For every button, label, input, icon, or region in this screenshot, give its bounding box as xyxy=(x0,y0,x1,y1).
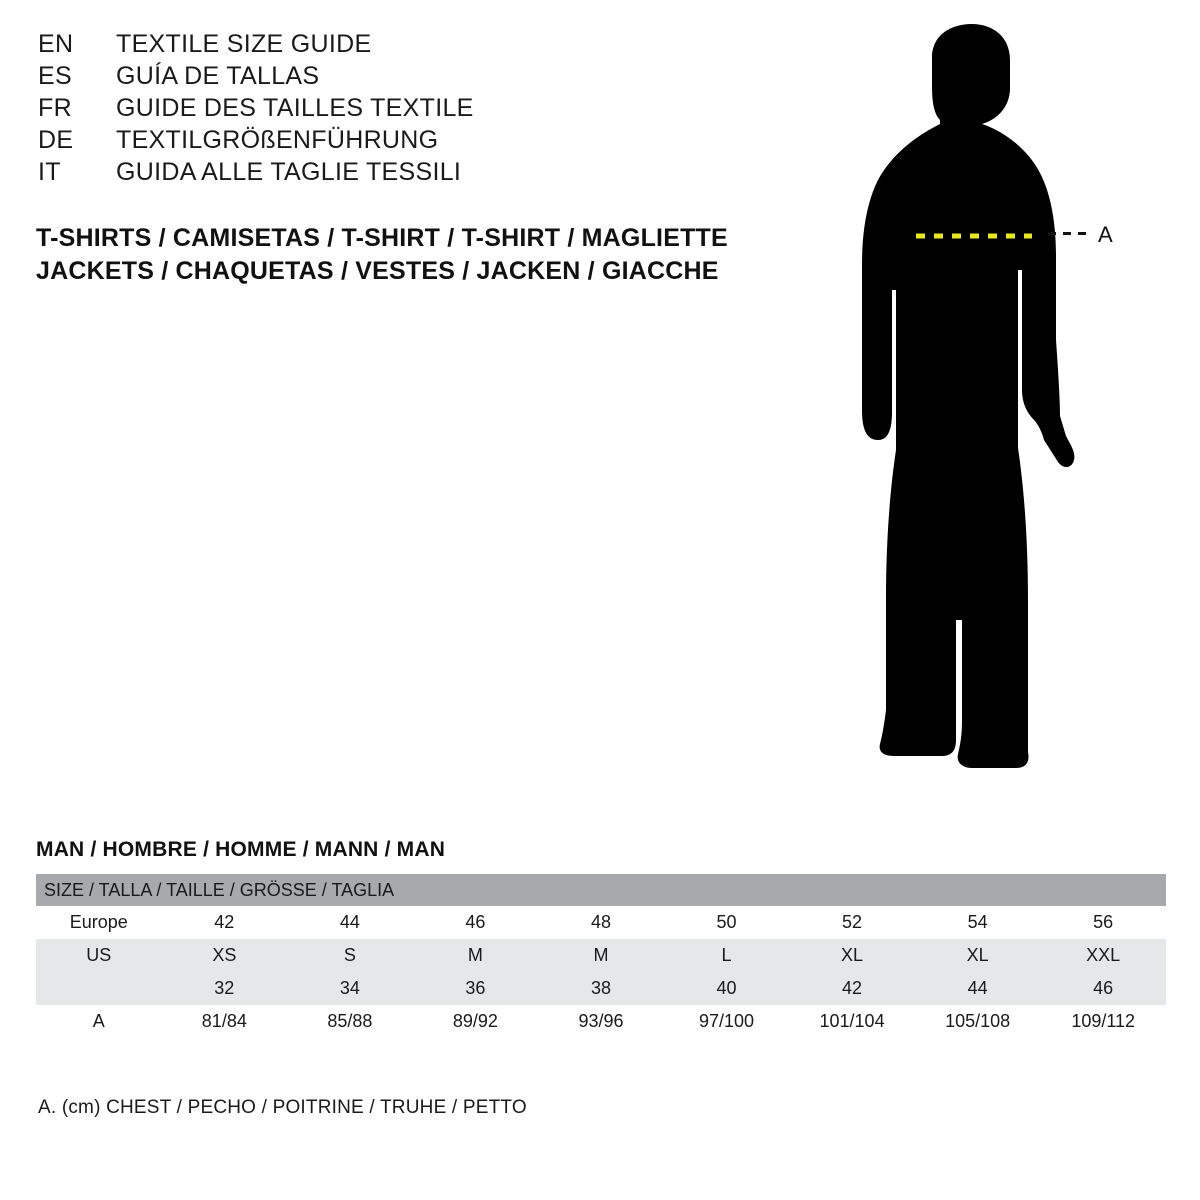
table-row xyxy=(36,1005,1166,1038)
language-row xyxy=(38,62,758,94)
table-row xyxy=(36,972,1166,1005)
silhouette-shape xyxy=(862,24,1074,768)
cell: M xyxy=(413,939,539,972)
cell: 34 xyxy=(287,972,413,1005)
cell: 38 xyxy=(538,972,664,1005)
language-code: IT xyxy=(38,158,61,186)
language-row xyxy=(38,94,758,126)
table-row xyxy=(36,939,1166,972)
cell: 85/88 xyxy=(287,1005,413,1038)
table-header-row xyxy=(36,874,1166,906)
cell: 93/96 xyxy=(538,1005,664,1038)
cell: XL xyxy=(789,939,915,972)
language-text: GUIDA ALLE TAGLIE TESSILI xyxy=(116,158,462,186)
language-text: GUÍA DE TALLAS xyxy=(116,62,320,90)
category-block xyxy=(36,222,796,288)
cell: L xyxy=(664,939,790,972)
cell: 32 xyxy=(162,972,288,1005)
cell: 46 xyxy=(413,906,539,939)
cell: 101/104 xyxy=(789,1005,915,1038)
cell: 97/100 xyxy=(664,1005,790,1038)
cell: 44 xyxy=(915,972,1041,1005)
cell: 54 xyxy=(915,906,1041,939)
cell: 56 xyxy=(1040,906,1166,939)
language-code: EN xyxy=(38,30,74,58)
language-text: GUIDE DES TAILLES TEXTILE xyxy=(116,94,474,122)
size-table xyxy=(36,874,1166,1038)
row-label: US xyxy=(36,939,162,972)
measure-leader-line xyxy=(1048,232,1092,235)
size-table-section xyxy=(36,838,1166,1038)
language-row xyxy=(38,30,758,62)
language-header-block xyxy=(38,30,758,190)
language-text: TEXTILGRÖßENFÜHRUNG xyxy=(116,126,439,154)
cell: XL xyxy=(915,939,1041,972)
cell: 42 xyxy=(162,906,288,939)
category-line-tshirts: T-SHIRTS / CAMISETAS / T-SHIRT / T-SHIRT / MAGLIETTE xyxy=(36,224,728,252)
language-row xyxy=(38,158,758,190)
cell: M xyxy=(538,939,664,972)
cell: S xyxy=(287,939,413,972)
cell: 44 xyxy=(287,906,413,939)
table-row xyxy=(36,906,1166,939)
cell: XXL xyxy=(1040,939,1166,972)
cell: XS xyxy=(162,939,288,972)
table-header-label: SIZE / TALLA / TAILLE / GRÖSSE / TAGLIA xyxy=(36,874,1166,906)
cell: 46 xyxy=(1040,972,1166,1005)
cell: 40 xyxy=(664,972,790,1005)
language-code: DE xyxy=(38,126,74,154)
category-line-jackets: JACKETS / CHAQUETAS / VESTES / JACKEN / GIACCHE xyxy=(36,257,719,285)
language-text: TEXTILE SIZE GUIDE xyxy=(116,30,372,58)
table-group-title: MAN / HOMBRE / HOMME / MANN / MAN xyxy=(36,838,446,861)
cell: 52 xyxy=(789,906,915,939)
row-label: A xyxy=(36,1005,162,1038)
cell: 105/108 xyxy=(915,1005,1041,1038)
body-silhouette-figure xyxy=(820,20,1180,790)
cell: 48 xyxy=(538,906,664,939)
row-label xyxy=(36,972,162,1005)
measure-label-a: A xyxy=(1098,222,1113,247)
cell: 81/84 xyxy=(162,1005,288,1038)
cell: 42 xyxy=(789,972,915,1005)
language-code: FR xyxy=(38,94,72,122)
cell: 109/112 xyxy=(1040,1005,1166,1038)
language-row xyxy=(38,126,758,158)
cell: 36 xyxy=(413,972,539,1005)
footnote: A. (cm) CHEST / PECHO / POITRINE / TRUHE / PETTO xyxy=(38,1097,527,1118)
row-label: Europe xyxy=(36,906,162,939)
cell: 50 xyxy=(664,906,790,939)
cell: 89/92 xyxy=(413,1005,539,1038)
language-code: ES xyxy=(38,62,72,90)
